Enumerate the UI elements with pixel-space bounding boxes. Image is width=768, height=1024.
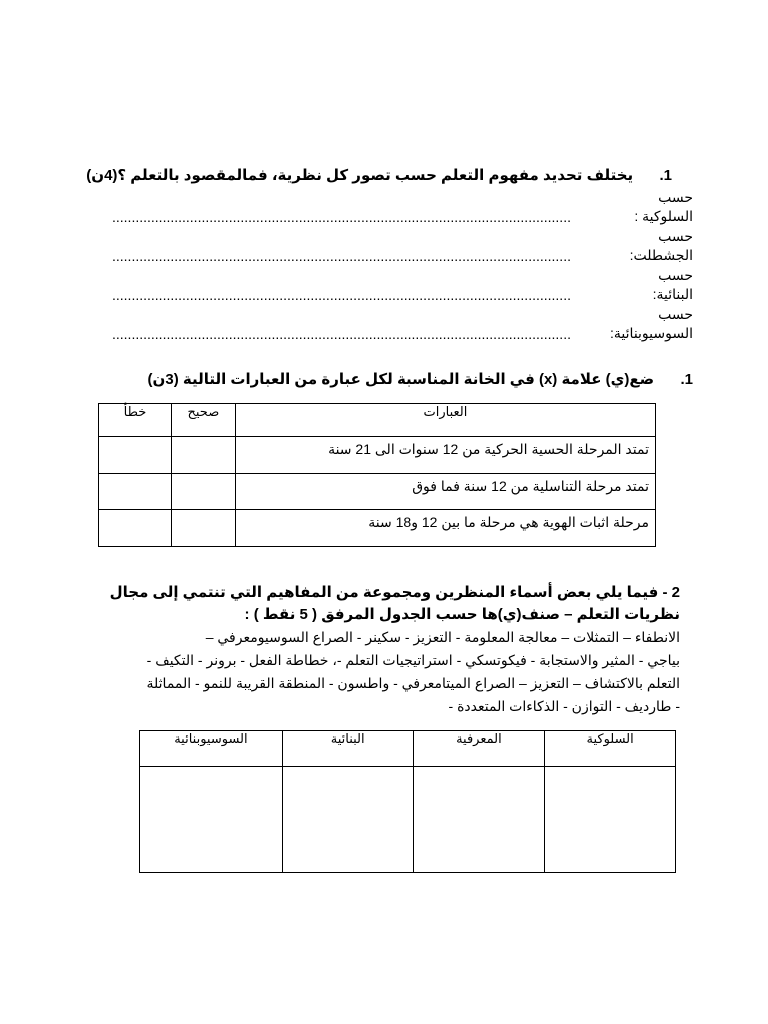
column-header-false: خطأ	[99, 404, 172, 437]
definition-label: البنائية:	[652, 286, 693, 302]
column-header-behaviorism: السلوكية	[545, 731, 676, 767]
answer-cell-socioconstructivism[interactable]	[140, 767, 283, 873]
answer-line[interactable]: ......................................................................................................................	[112, 287, 571, 303]
table-header-row	[99, 404, 656, 437]
column-header-constructivism: البنائية	[282, 731, 413, 767]
answer-cell-cognitivism[interactable]	[413, 767, 545, 873]
answer-line[interactable]: ......................................................................................................................	[112, 209, 571, 225]
classification-table	[139, 730, 676, 873]
definition-row-socioconstructivism[interactable]	[112, 325, 693, 342]
terms-line: بياجي - المثير والاستجابة - فيكوتسكي - استراتيجيات التعلم -، خطاطة الفعل - برونر - التكيف -	[146, 652, 680, 668]
definition-row-behaviorism[interactable]	[112, 208, 693, 225]
definition-label: السوسيوبنائية:	[610, 325, 693, 341]
true-checkbox-cell[interactable]	[171, 474, 235, 510]
column-header-cognitivism: المعرفية	[413, 731, 545, 767]
question-2-heading-line: نظريات التعلم – صنف(ي)ها حسب الجدول المرفق ( 5 نقط ) :	[244, 606, 680, 623]
table-row	[140, 767, 676, 873]
false-checkbox-cell[interactable]	[99, 474, 172, 510]
statement-cell: تمتد المرحلة الحسية الحركية من 12 سنوات الى 21 سنة	[235, 437, 655, 474]
question-1-heading	[86, 166, 672, 184]
column-header-socioconstructivism: السوسيوبنائية	[140, 731, 283, 767]
question-1-text: يختلف تحديد مفهوم التعلم حسب تصور كل نظرية، فمالمقصود بالتعلم ؟(4ن)	[86, 167, 634, 184]
question-1b-text: ضع(ي) علامة (x) في الخانة المناسبة لكل عبارة من العبارات التالية (3ن)	[147, 371, 655, 388]
table-header-row	[140, 731, 676, 767]
definition-prefix: حسب	[658, 267, 693, 283]
definition-row-constructivism[interactable]	[112, 286, 693, 303]
question-1b-heading	[148, 370, 693, 388]
column-header-statements: العبارات	[235, 404, 655, 437]
table-row	[99, 474, 656, 510]
table-row	[99, 437, 656, 474]
answer-cell-constructivism[interactable]	[282, 767, 413, 873]
answer-line[interactable]: ......................................................................................................................	[112, 326, 571, 342]
terms-line: التعلم بالاكتشاف – التعزيز – الصراع الميتامعرفي - واطسون - المنطقة القريبة للنمو - المماثلة	[146, 675, 680, 691]
true-false-table	[98, 403, 656, 547]
definition-prefix: حسب	[658, 189, 693, 205]
table-row	[99, 510, 656, 547]
definition-label: الجشطلت:	[629, 247, 693, 263]
definition-prefix: حسب	[658, 306, 693, 322]
terms-line: الانطفاء – التمثلات – معالجة المعلومة - التعزيز - سكينر - الصراع السوسيومعرفي –	[205, 629, 680, 645]
statement-cell: مرحلة اثبات الهوية هي مرحلة ما بين 12 و18 سنة	[235, 510, 655, 547]
definitions-block	[112, 186, 693, 342]
question-2-block	[96, 582, 680, 718]
question-1b-number: 1.	[680, 371, 693, 388]
terms-line: - طارديف - التوازن - الذكاءات المتعددة -	[448, 698, 680, 714]
true-checkbox-cell[interactable]	[171, 510, 235, 547]
column-header-true: صحيح	[171, 404, 235, 437]
answer-line[interactable]: ......................................................................................................................	[112, 248, 571, 264]
definition-label: السلوكية :	[634, 208, 693, 224]
false-checkbox-cell[interactable]	[99, 510, 172, 547]
question-1-number: 1.	[659, 167, 672, 184]
definition-prefix: حسب	[658, 228, 693, 244]
statement-cell: تمتد مرحلة التناسلية من 12 سنة فما فوق	[235, 474, 655, 510]
answer-cell-behaviorism[interactable]	[545, 767, 676, 873]
false-checkbox-cell[interactable]	[99, 437, 172, 474]
true-checkbox-cell[interactable]	[171, 437, 235, 474]
definition-row-gestalt[interactable]	[112, 247, 693, 264]
question-2-heading-line: 2 - فيما يلي بعض أسماء المنظرين ومجموعة من المفاهيم التي تنتمي إلى مجال	[109, 584, 680, 601]
